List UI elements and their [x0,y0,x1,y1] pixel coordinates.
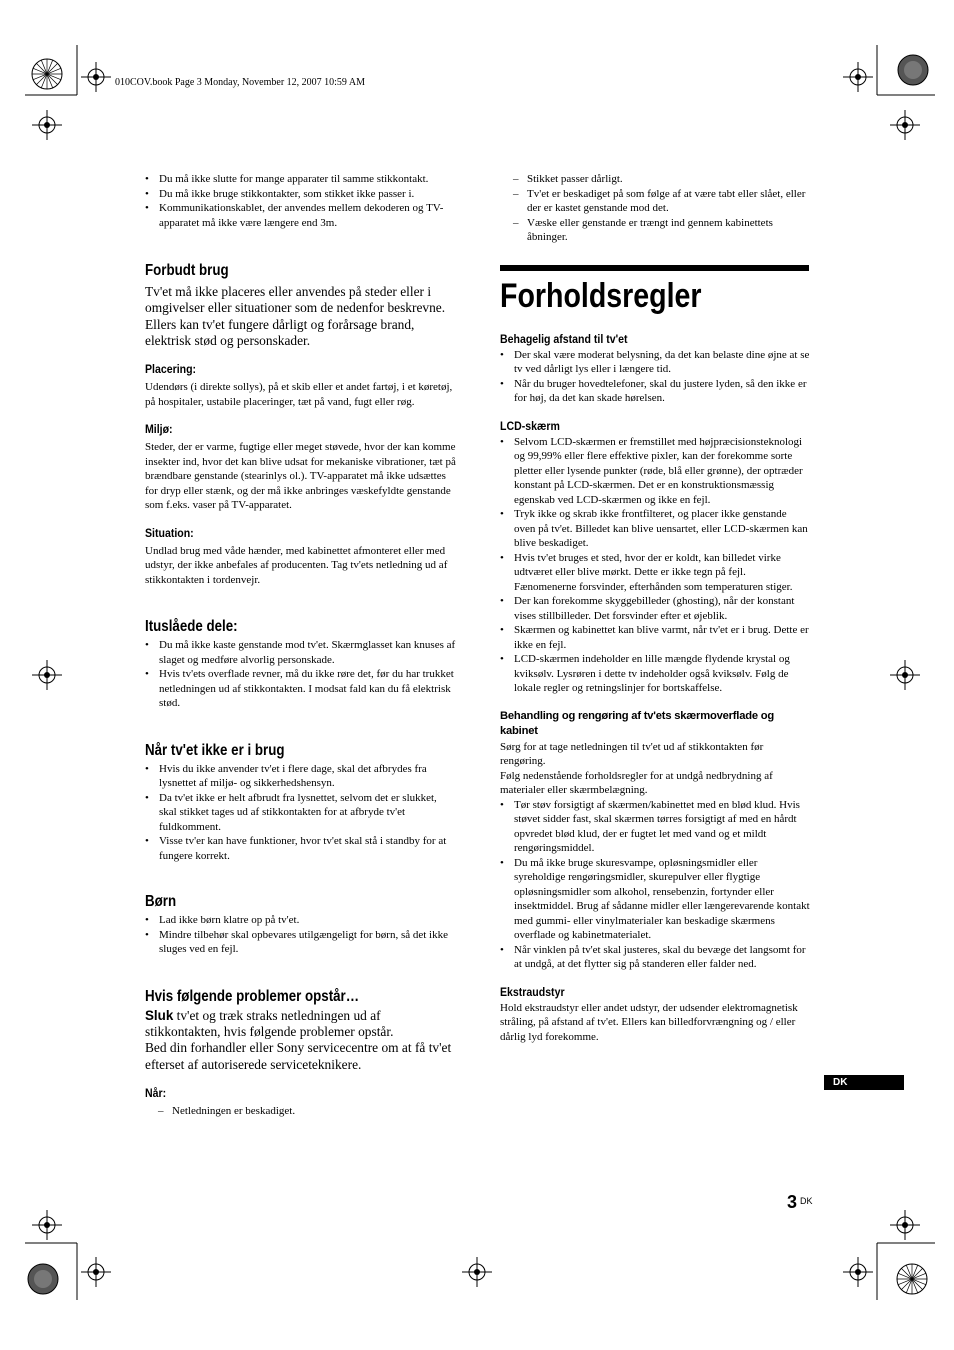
list-item: • Kommunikationskablet, der anvendes mellem dekoderen og TV-apparatet må ikke være længere end 3m. [145,201,457,230]
list-item: • Mindre tilbehør skal opbevares utilgængeligt for børn, så det ikke sluges ved en fejl. [145,928,457,957]
problemer-text-rest: tv'et og træk straks netledningen ud af stikkontakten, hvis følgende problemer opstår. [145,1007,394,1039]
crosshair-mark [843,1257,873,1287]
left-column [145,172,457,1118]
list-item: • LCD-skærmen indeholder en lille mængde flydende krystal og kviksølv. Lysrøren i dette tv indeholder også kviksølv. Følg de lokale regler og retningslinjer for bortskaffelse. [500,652,810,696]
crosshair-mark [32,1210,62,1240]
list-item: • Der kan forekomme skyggebilleder (ghosting), når der konstant vises stillbilleder. Det forsvinder efter et øjeblik. [500,594,810,623]
situation-text: Undlad brug med våde hænder, med kabinettet afmonteret eller med udstyr, der ikke anbefales af producenten. Tag tv'ets netledning ud af stikkontakten i tordenvejr. [145,544,448,586]
list-item: • Visse tv'er kan have funktioner, hvor tv'et skal stå i standby for at fungere korrekt. [145,834,457,863]
heading-miljo: Miljø: [145,422,173,437]
page-number-value: 3 [787,1192,798,1212]
list-item: – Netledningen er beskadiget. [145,1104,457,1119]
heading-behagelig-afstand: Behagelig afstand til tv'et [500,331,628,346]
behandling-bullet-list [500,798,810,972]
list-item: • Tør støv forsigtigt af skærmen/kabinettet med en blød klud. Hvis støvet sidder fast, skal skærmen tørres forsigtigt af med en hårdt opvredet blød klud, der er fugtet let med vand og et mildt rengøringsmiddel. [500,798,810,856]
crosshair-mark [890,110,920,140]
starburst-mark-top-left [30,57,64,91]
list-item: • Du må ikke bruge stikkontakter, som stikket ikke passer i. [145,187,457,202]
heading-naar: Når: [145,1085,167,1100]
crosshair-mark [32,110,62,140]
heading-ituslaede-dele: Ituslåede dele: [145,618,238,636]
heading-ekstraudstyr: Ekstraudstyr [500,984,565,999]
crosshair-mark [32,660,62,690]
forbudt-text: Tv'et må ikke placeres eller anvendes på steder eller i omgivelser eller situationer som de nedenfor beskrevne. Ellers kan tv'et fungere dårligt og forårsage brand, elektrisk stød og personskader. [145,284,446,348]
problemer-text-2: Bed din forhandler eller Sony servicecentre om at få tv'et efterset af autoriserede serviceteknikere. [145,1040,452,1072]
crosshair-mark [462,1257,492,1287]
list-item: • Hvis du ikke anvender tv'et i flere dage, skal det afbrydes fra lysnettet af miljø- og sikkerhedshensyn. [145,762,457,791]
page-number-suffix: DK [800,1196,813,1206]
crosshair-mark [81,1257,111,1287]
list-item: • Da tv'et ikke er helt afbrudt fra lysnettet, selvom det er slukket, skal stikket tages ud af stikkontakten for at afbryde tv'et fuldkomment. [145,791,457,835]
afstand-bullet-list [500,348,810,406]
list-item: – Væske eller genstande er trængt ind gennem kabinettets åbninger. [500,216,810,245]
list-item: • Du må ikke slutte for mange apparater til samme stikkontakt. [145,172,457,187]
page-title: Forholdsregler [500,276,702,315]
ekstraudstyr-text: Hold ekstraudstyr eller andet udstyr, der udsender elektromagnetisk stråling, på afstand af tv'et. Ellers kan billedforvrængning og / eller dårlig lyd forekomme. [500,1001,798,1043]
naar-ikke-bullet-list [145,762,457,864]
list-item: • Der skal være moderat belysning, da det kan belaste dine øjne at se tv ved dårligt lys eller i længere tid. [500,348,810,377]
gray-circle-mark-top-right [896,53,930,87]
placering-text: Udendørs (i direkte sollys), på et skib eller et andet fartøj, i et køretøj, på hospitaler, ustabile placeringer, tæt på vand, fugt eller røg. [145,381,453,408]
list-item: • Lad ikke børn klatre op på tv'et. [145,913,457,928]
list-item: • Tryk ikke og skrab ikke frontfilteret, og placer ikke genstande oven på tv'et. Billedet kan blive uensartet, eller LCD-skærmen kan blive beskadiget. [500,507,810,551]
language-tab-dk: DK [824,1075,904,1090]
problemer-text [145,1008,457,1041]
heading-born: Børn [145,893,177,911]
born-bullet-list [145,913,457,957]
heading-behandling-og-rengoring: Behandling og rengøring af tv'ets skærmoverflade og kabinet [500,709,775,737]
behandling-text-2: Følg nedenstående forholdsregler for at undgå nedbrydning af materialer eller skærmbelægning. [500,769,773,796]
list-item: • Hvis tv'ets overflade revner, må du ikke røre det, før du har trukket netledningen ud af stikkontakten. I modsat fald kan du få elektrisk stød. [145,667,457,711]
list-item: • Du må ikke kaste genstande mod tv'et. Skærmglasset kan knuses af slaget og medføre alvorlig personskade. [145,638,457,667]
list-item: • Selvom LCD-skærmen er fremstillet med højpræcisionsteknologi og 99,99% eller flere effektive pixler, kan der forekomme sorte pletter eller lysende punkter (røde, blå eller grønne), der optræder konstant på LCD-skærmen. Det er en konstruktionsmæssig egenskab ved LCD-skærmen og ikke en fejl. [500,435,810,508]
starburst-mark-bottom-right [895,1262,929,1296]
problem-dash-list [500,172,810,245]
sluk-label: Sluk [145,1007,174,1023]
naar-dash-list [145,1104,457,1119]
intro-bullet-list [145,172,457,230]
crosshair-mark [843,62,873,92]
crosshair-mark [890,1210,920,1240]
miljo-text: Steder, der er varme, fugtige eller meget støvede, hvor der kan komme insekter ind, hvor det kan blive udsat for mekaniske vibrationer, tæt på brændbare genstande (stearinlys ol.). TV-apparatet må ikke udsættes for dryp eller stænk, og der må ikke anbringes væskefyldte genstande som f.eks. vaser på TV-apparatet. [145,441,456,512]
gray-circle-mark-bottom-left [26,1262,60,1296]
behandling-text-1: Sørg for at tage netledningen til tv'et ud af stikkontakten før rengøring. [500,740,764,767]
page-number [787,1192,813,1213]
list-item: – Stikket passer dårligt. [500,172,810,187]
crosshair-mark [81,62,111,92]
list-item: • Når vinklen på tv'et skal justeres, skal du bevæge det langsomt for at undgå, at det flytter sig på standeren eller falder ned. [500,943,810,972]
list-item: – Tv'et er beskadiget på som følge af at være tabt eller slået, eller der er kastet genstande mod det. [500,187,810,216]
heading-naar-tvet-ikke-er-i-brug: Når tv'et ikke er i brug [145,741,285,759]
lcd-bullet-list [500,435,810,696]
heading-lcd-skaerm: LCD-skærm [500,418,560,433]
list-item: • Når du bruger hovedtelefoner, skal du justere lyden, så den ikke er for høj, da det kan skade hørelsen. [500,377,810,406]
right-column [500,172,810,1044]
crosshair-mark [890,660,920,690]
heading-forbudt-brug: Forbudt brug [145,262,229,279]
book-header-line: 010COV.book Page 3 Monday, November 12, 2007 10:59 AM [115,77,365,88]
heading-situation: Situation: [145,525,194,540]
ituslaede-bullet-list [145,638,457,711]
title-rule [500,265,809,271]
heading-hvis-folgende-problemer: Hvis følgende problemer opstår… [145,987,360,1005]
list-item: • Skærmen og kabinettet kan blive varmt, når tv'et er i brug. Dette er ikke en fejl. [500,623,810,652]
list-item: • Du må ikke bruge skuresvampe, opløsningsmidler eller syreholdige rengøringsmidler, skurepulver eller flygtige opløsningsmidler som alkohol, rensebenzin, fortynder eller insektmiddel. Brug af sådanne midler eller længerevarende kontakt med gummi- eller vinylmaterialer kan beskadige skærmens overflade og kabinetmaterialet. [500,856,810,943]
heading-placering: Placering: [145,362,197,377]
list-item: • Hvis tv'et bruges et sted, hvor der er koldt, kan billedet virke udtværet eller blive mørkt. Dette er ikke tegn på fejl. Fænomenerne forsvinder, efterhånden som temperaturen stiger. [500,551,810,595]
